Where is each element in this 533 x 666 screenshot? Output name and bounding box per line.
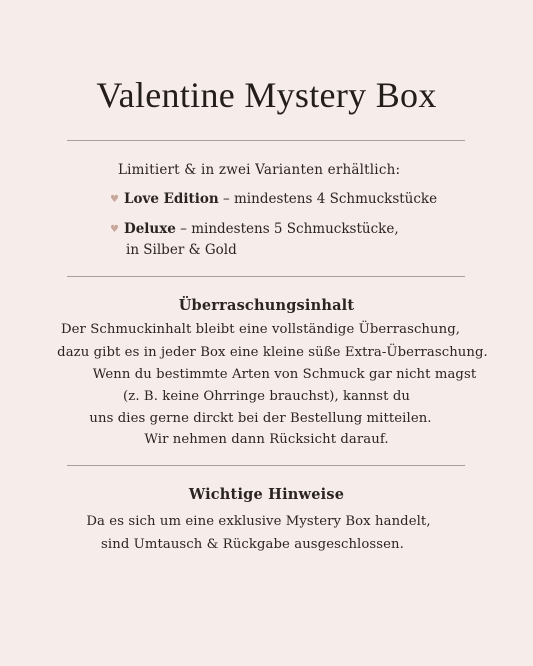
heart-icon: ♥ — [110, 194, 119, 205]
variant-item-deluxe — [110, 219, 399, 261]
paragraph-line: uns dies gerne dirckt bei der Bestellung mitteilen. — [89, 411, 432, 426]
divider — [67, 276, 465, 277]
paragraph-line: (z. B. keine Ohrringe brauchst), kannst du — [123, 389, 410, 404]
paragraph-line: Da es sich um eine exklusive Mystery Box handelt, — [86, 514, 431, 529]
variant-desc: – mindestens 5 Schmuckstücke, — [175, 221, 399, 237]
paragraph-line: Der Schmuckinhalt bleibt eine vollständige Überraschung, — [60, 322, 461, 337]
intro-text: Limitiert & in zwei Varianten erhältlich: — [118, 162, 401, 178]
heart-icon: ♥ — [110, 224, 119, 235]
variant-item-love-edition — [110, 189, 437, 210]
variant-desc: – mindestens 4 Schmuckstücke — [218, 191, 438, 207]
page-title: Valentine Mystery Box — [96, 75, 437, 115]
paragraph-line: sind Umtausch & Rückgabe ausgeschlossen. — [101, 537, 404, 552]
paragraph-line: Wenn du bestimmte Arten von Schmuck gar nicht magst — [92, 367, 477, 382]
section-heading-notes: Wichtige Hinweise — [188, 486, 345, 503]
paragraph-line: dazu gibt es in jeder Box eine kleine süße Extra-Überraschung. — [57, 345, 488, 360]
section-heading-surprise: Überraschungsinhalt — [178, 297, 355, 314]
divider — [67, 140, 465, 141]
divider — [67, 465, 465, 466]
variant-name: Love Edition — [124, 191, 219, 207]
variant-name: Deluxe — [124, 221, 176, 237]
paragraph-line: Wir nehmen dann Rücksicht darauf. — [144, 432, 389, 447]
variant-desc-continued: in Silber & Gold — [126, 242, 237, 258]
